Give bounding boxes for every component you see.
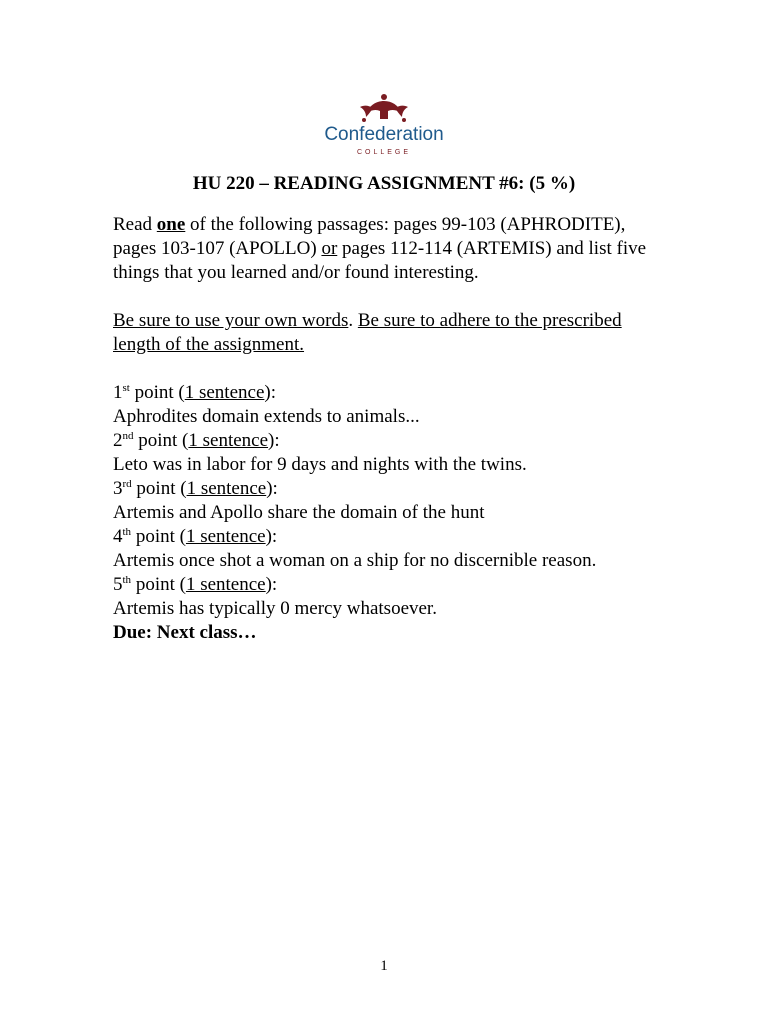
instruction-adhere: Be sure to adhere to the prescribed length of the assignment. <box>113 310 622 355</box>
intro-one: one <box>156 214 186 235</box>
point-number: 3 <box>113 478 123 499</box>
point-2-answer: Leto was in labor for 9 days and nights with the twins. <box>113 454 527 475</box>
ordinal-suffix: th <box>122 574 132 586</box>
point-2-label <box>113 429 663 453</box>
ordinal-suffix: th <box>122 526 132 538</box>
intro-paragraph <box>113 213 663 285</box>
point-close: ): <box>266 478 278 499</box>
sentence-requirement: 1 sentence <box>185 526 266 547</box>
intro-part2: of the following passages: pages 99-103 (APHRODITE), pages 103-107 (APOLLO) <box>113 214 626 259</box>
point-text: point ( <box>133 430 189 451</box>
assignment-body <box>113 213 663 645</box>
point-4-label <box>113 525 663 549</box>
ordinal-suffix: rd <box>122 478 132 490</box>
point-number: 4 <box>113 526 123 547</box>
logo-subline: COLLEGE <box>356 149 412 156</box>
point-3-answer: Artemis and Apollo share the domain of the hunt <box>113 502 485 523</box>
instruction-separator: . <box>348 310 358 331</box>
point-number: 2 <box>113 430 123 451</box>
page-number: 1 <box>380 958 388 974</box>
sentence-requirement: 1 sentence <box>188 430 269 451</box>
point-number: 5 <box>113 574 123 595</box>
intro-part3: pages 112-114 (ARTEMIS) and list five things that you learned and/or found interesting. <box>113 238 647 283</box>
points-list <box>113 381 663 621</box>
point-4-answer: Artemis once shot a woman on a ship for no discernible reason. <box>113 550 597 571</box>
due-date: Due: Next class… <box>113 622 257 643</box>
ordinal-suffix: nd <box>122 430 134 442</box>
instruction-own-words: Be sure to use your own words <box>113 310 349 331</box>
point-text: point ( <box>131 526 186 547</box>
intro-read: Read <box>113 214 157 235</box>
point-close: ): <box>264 382 276 403</box>
confederation-college-logo-icon <box>318 93 450 157</box>
ordinal-suffix: st <box>122 382 130 394</box>
point-text: point ( <box>129 382 185 403</box>
spacer <box>113 357 663 381</box>
point-close: ): <box>265 526 278 547</box>
point-3-label <box>113 477 663 501</box>
sentence-requirement: 1 sentence <box>186 478 267 499</box>
emblem-icon <box>360 94 408 122</box>
logo-wordmark: Confederation <box>324 124 444 145</box>
spacer <box>113 285 663 309</box>
point-close: ): <box>265 574 278 595</box>
point-close: ): <box>268 430 280 451</box>
college-logo <box>318 93 450 157</box>
assignment-title: HU 220 – READING ASSIGNMENT #6: (5 %) <box>192 173 576 194</box>
sentence-requirement: 1 sentence <box>184 382 265 403</box>
point-text: point ( <box>131 574 186 595</box>
point-1-answer: Aphrodites domain extends to animals... <box>113 406 420 427</box>
point-number: 1 <box>113 382 123 403</box>
sentence-requirement: 1 sentence <box>185 574 266 595</box>
point-text: point ( <box>131 478 187 499</box>
point-5-answer: Artemis has typically 0 mercy whatsoever. <box>113 598 437 619</box>
point-1-label <box>113 381 663 405</box>
point-5-label <box>113 573 663 597</box>
intro-or: or <box>321 238 338 259</box>
instructions-paragraph <box>113 309 663 357</box>
